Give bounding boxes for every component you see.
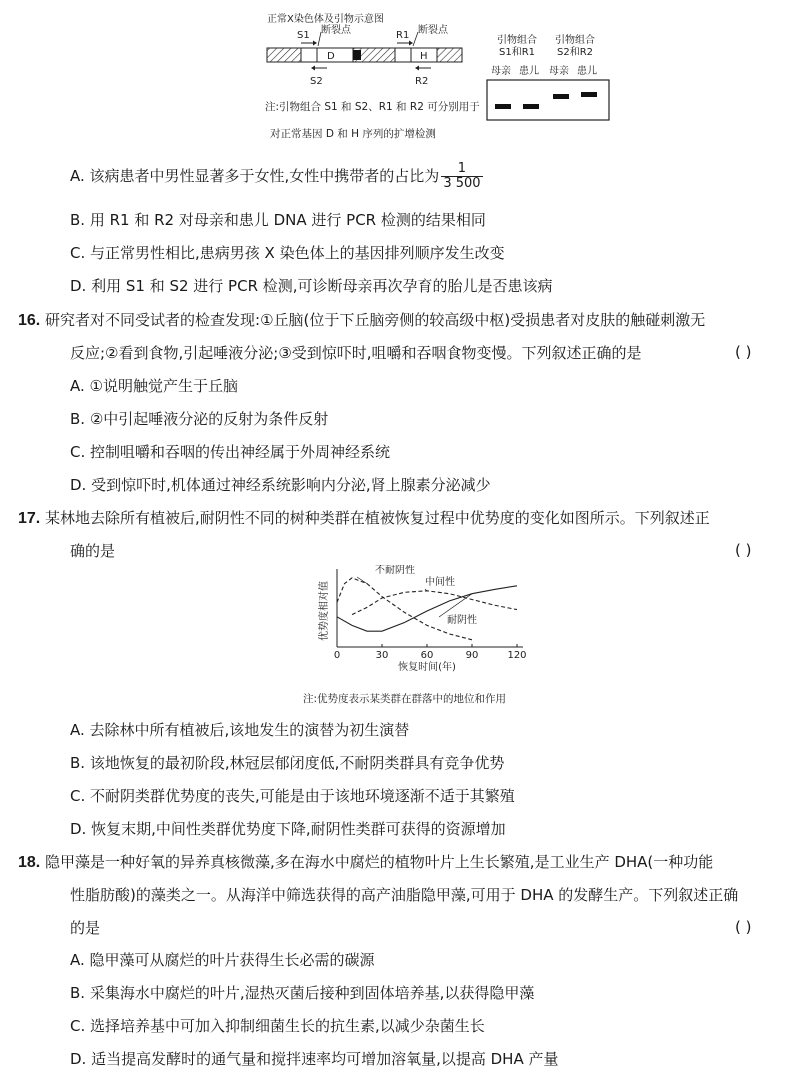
chromosome-figure	[265, 10, 465, 90]
q16-stem-text1: 研究者对不同受试者的检查发现:①丘脑(位于下丘脑旁侧的较高级中枢)受损患者对皮肤的触碰刺激无	[45, 311, 706, 329]
q18-option-b: B. 采集海水中腐烂的叶片,湿热灭菌后接种到固体培养基,以获得隐甲藻	[70, 984, 535, 1002]
q18-number: 18.	[18, 854, 41, 871]
q18-stem-line1	[18, 852, 713, 873]
y-axis-label: 优势度相对值	[319, 581, 330, 641]
gel-lane-mother-1: 母亲	[491, 66, 511, 77]
q16-option-c: C. 控制咀嚼和吞咽的传出神经属于外周神经系统	[70, 443, 391, 461]
q17-option-c: C. 不耐阴类群优势度的丧失,可能是由于该地环境逐渐不适于其繁殖	[70, 787, 515, 805]
series-label-2: 中间性	[425, 577, 455, 588]
x-tick-label: 120	[507, 650, 527, 661]
q17-figure-note: 注:优势度表示某类群在群落中的地位和作用	[303, 693, 507, 705]
gel-group2-line1: 引物组合	[555, 35, 595, 46]
q16-option-a: A. ①说明触觉产生于丘脑	[70, 377, 238, 395]
gel-band-3	[553, 94, 569, 99]
primer-s1-label: S1	[297, 30, 310, 41]
gel-box	[487, 80, 609, 120]
q18-stem-line2: 性脂肪酸)的藻类之一。从海洋中筛选获得的高产油脂隐甲藻,可用于 DHA 的发酵生产。下列叙述正确	[70, 886, 739, 904]
chromosome-title: 正常X染色体及引物示意图	[267, 14, 384, 25]
q16-option-d: D. 受到惊吓时,机体通过神经系统影响内分泌,肾上腺素分泌减少	[70, 476, 491, 494]
figure15-note-line2: 对正常基因 D 和 H 序列的扩增检测	[270, 128, 436, 140]
q18-option-d: D. 适当提高发酵时的通气量和搅拌速率均可增加溶氧量,以提高 DHA 产量	[70, 1050, 559, 1068]
q17-answer-paren: ( )	[735, 541, 752, 559]
figure15-note-line1: 注:引物组合 S1 和 S2、R1 和 R2 可分别用于	[265, 101, 480, 113]
q16-number: 16.	[18, 312, 41, 329]
q17-option-d: D. 恢复末期,中间性类群优势度下降,耐阴性类群可获得的资源增加	[70, 820, 506, 838]
primer-s2-label: S2	[310, 76, 323, 87]
primer-r1-label: R1	[396, 30, 410, 41]
gel-band-2	[523, 104, 539, 109]
x-tick-label: 30	[375, 650, 389, 661]
x-tick-label: 60	[420, 650, 434, 661]
q16-stem-line1	[18, 310, 705, 331]
fraction-numerator: 1	[457, 161, 467, 176]
gene-h-label: H	[420, 51, 428, 62]
q18-option-a: A. 隐甲藻可从腐烂的叶片获得生长必需的碳源	[70, 951, 375, 969]
chromosome-diagram	[265, 10, 465, 90]
gel-band-1	[495, 104, 511, 109]
gel-figure	[485, 32, 615, 122]
q16-option-b: B. ②中引起唾液分泌的反射为条件反射	[70, 410, 329, 428]
q18-option-c: C. 选择培养基中可加入抑制细菌生长的抗生素,以减少杂菌生长	[70, 1017, 485, 1035]
x-tick-label: 0	[333, 650, 341, 661]
q17-option-b: B. 该地恢复的最初阶段,林冠层郁闭度低,不耐阴类群具有竞争优势	[70, 754, 505, 772]
q15-option-b: B. 用 R1 和 R2 对母亲和患儿 DNA 进行 PCR 检测的结果相同	[70, 211, 486, 229]
gel-lane-child-2: 患儿	[577, 66, 597, 77]
gene-h-region	[395, 48, 437, 62]
break-left-label: 断裂点	[321, 25, 351, 36]
series-leader-3	[439, 594, 472, 617]
primer-r2-label: R2	[415, 76, 429, 87]
series-line-2	[352, 591, 517, 615]
q17-stem-text1: 某林地去除所有植被后,耐阴性不同的树种类群在植被恢复过程中优势度的变化如图所示。下列叙述正	[45, 509, 710, 527]
gel-diagram	[485, 32, 615, 122]
q15-option-a	[70, 162, 483, 191]
centromere	[353, 50, 361, 60]
q17-option-a: A. 去除林中所有植被后,该地发生的演替为初生演替	[70, 721, 410, 739]
gel-lane-mother-2: 母亲	[549, 66, 569, 77]
dominance-chart	[315, 565, 535, 675]
q16-stem-line2: 反应;②看到食物,引起唾液分泌;③受到惊吓时,咀嚼和吞咽食物变慢。下列叙述正确的是	[70, 344, 642, 362]
q15-option-d: D. 利用 S1 和 S2 进行 PCR 检测,可诊断母亲再次孕育的胎儿是否患该病	[70, 277, 553, 295]
gene-d-label: D	[327, 51, 335, 62]
series-leader-1	[357, 577, 367, 584]
dominance-chart-svg	[315, 565, 535, 675]
q18-stem-text1: 隐甲藻是一种好氧的异养真核微藻,多在海水中腐烂的植物叶片上生长繁殖,是工业生产 DHA(一种功能	[45, 853, 714, 871]
series-label-1: 不耐阴性	[375, 565, 415, 576]
gel-group1-line2: S1和R1	[499, 47, 536, 58]
q16-answer-paren: ( )	[735, 343, 752, 361]
q17-stem-line1	[18, 508, 710, 529]
q15-option-c: C. 与正常男性相比,患病男孩 X 染色体上的基因排列顺序发生改变	[70, 244, 505, 262]
q15-option-a-text: A. 该病患者中男性显著多于女性,女性中携带者的占比为	[70, 167, 440, 185]
q17-stem-line2: 确的是	[70, 542, 116, 560]
q17-number: 17.	[18, 510, 41, 527]
series-label-3: 耐阴性	[447, 615, 477, 626]
fraction-denominator: 3 500	[443, 176, 481, 191]
gel-lane-child-1: 患儿	[519, 66, 539, 77]
fraction	[441, 162, 482, 191]
q18-answer-paren: ( )	[735, 918, 752, 936]
gel-group2-line2: S2和R2	[557, 47, 594, 58]
gel-group1-line1: 引物组合	[497, 35, 537, 46]
x-tick-label: 90	[465, 650, 479, 661]
q18-stem-line3: 的是	[70, 919, 101, 937]
break-right-label: 断裂点	[418, 25, 448, 36]
x-axis-label: 恢复时间(年)	[398, 662, 456, 673]
gel-band-4	[581, 92, 597, 97]
